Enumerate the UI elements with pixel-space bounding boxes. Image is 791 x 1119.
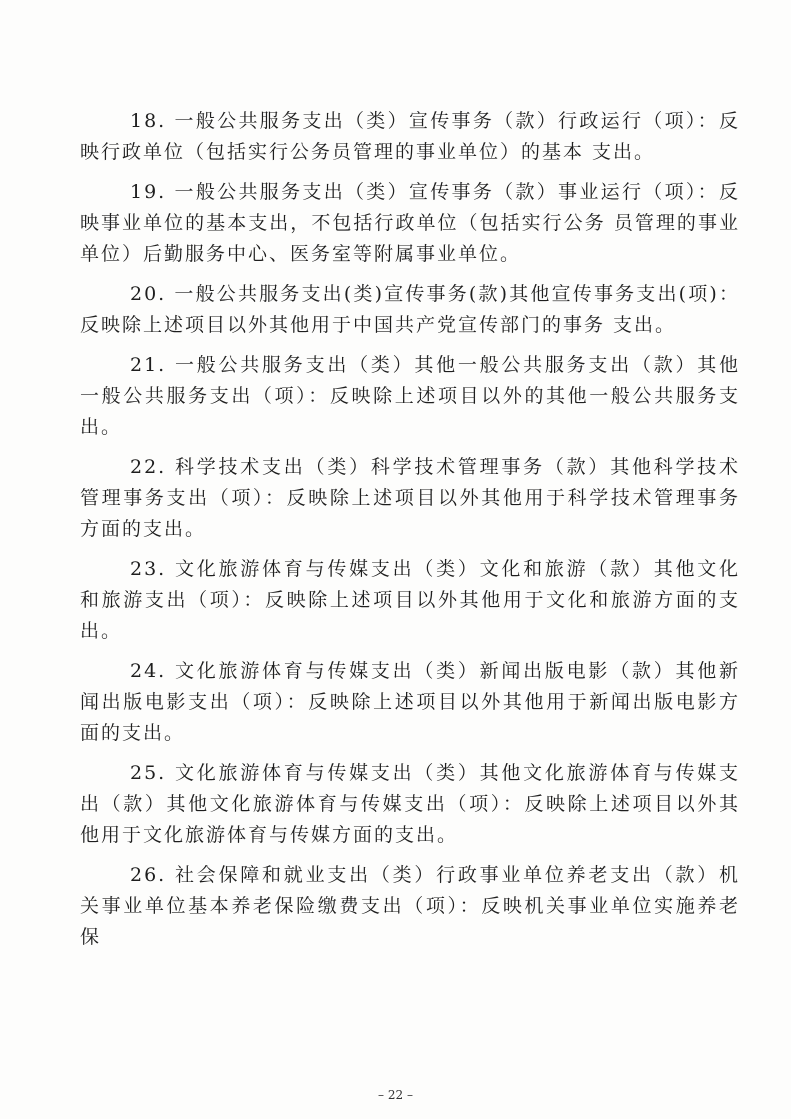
paragraph-24: 24. 文化旅游体育与传媒支出（类）新闻出版电影（款）其他新闻出版电影支出（项）：反映除上述项目以外其他用于新闻出版电影方面的支出。: [80, 660, 740, 744]
paragraph-23: 23. 文化旅游体育与传媒支出（类）文化和旅游（款）其他文化和旅游支出（项）：反映除上述项目以外其他用于文化和旅游方面的支出。: [80, 558, 740, 642]
paragraph-25: 25. 文化旅游体育与传媒支出（类）其他文化旅游体育与传媒支出（款）其他文化旅游体育与传媒支出（项）：反映除上述项目以外其他用于文化旅游体育与传媒方面的支出。: [80, 762, 740, 846]
paragraph-18: 18. 一般公共服务支出（类）宣传事务（款）行政运行（项）：反映行政单位（包括实行公务员管理的事业单位）的基本 支出。: [80, 110, 740, 163]
paragraph-19: 19. 一般公共服务支出（类）宣传事务（款）事业运行（项）：反映事业单位的基本支出，不包括行政单位（包括实行公务 员管理的事业单位）后勤服务中心、医务室等附属事业单位。: [80, 181, 740, 265]
page-number: – 22 –: [378, 1088, 413, 1102]
paragraph-21: 21. 一般公共服务支出（类）其他一般公共服务支出（款）其他一般公共服务支出（项）：反映除上述项目以外的其他一般公共服务支出。: [80, 354, 740, 438]
paragraph-26: 26. 社会保障和就业支出（类）行政事业单位养老支出（款）机关事业单位基本养老保险缴费支出（项）：反映机关事业单位实施养老保: [80, 864, 740, 948]
document-body: [80, 106, 740, 962]
paragraph-20: 20. 一般公共服务支出(类)宣传事务(款)其他宣传事务支出(项)：反映除上述项目以外其他用于中国共产党宣传部门的事务 支出。: [80, 283, 740, 336]
paragraph-22: 22. 科学技术支出（类）科学技术管理事务（款）其他科学技术管理事务支出（项）：反映除上述项目以外其他用于科学技术管理事务方面的支出。: [80, 456, 740, 540]
